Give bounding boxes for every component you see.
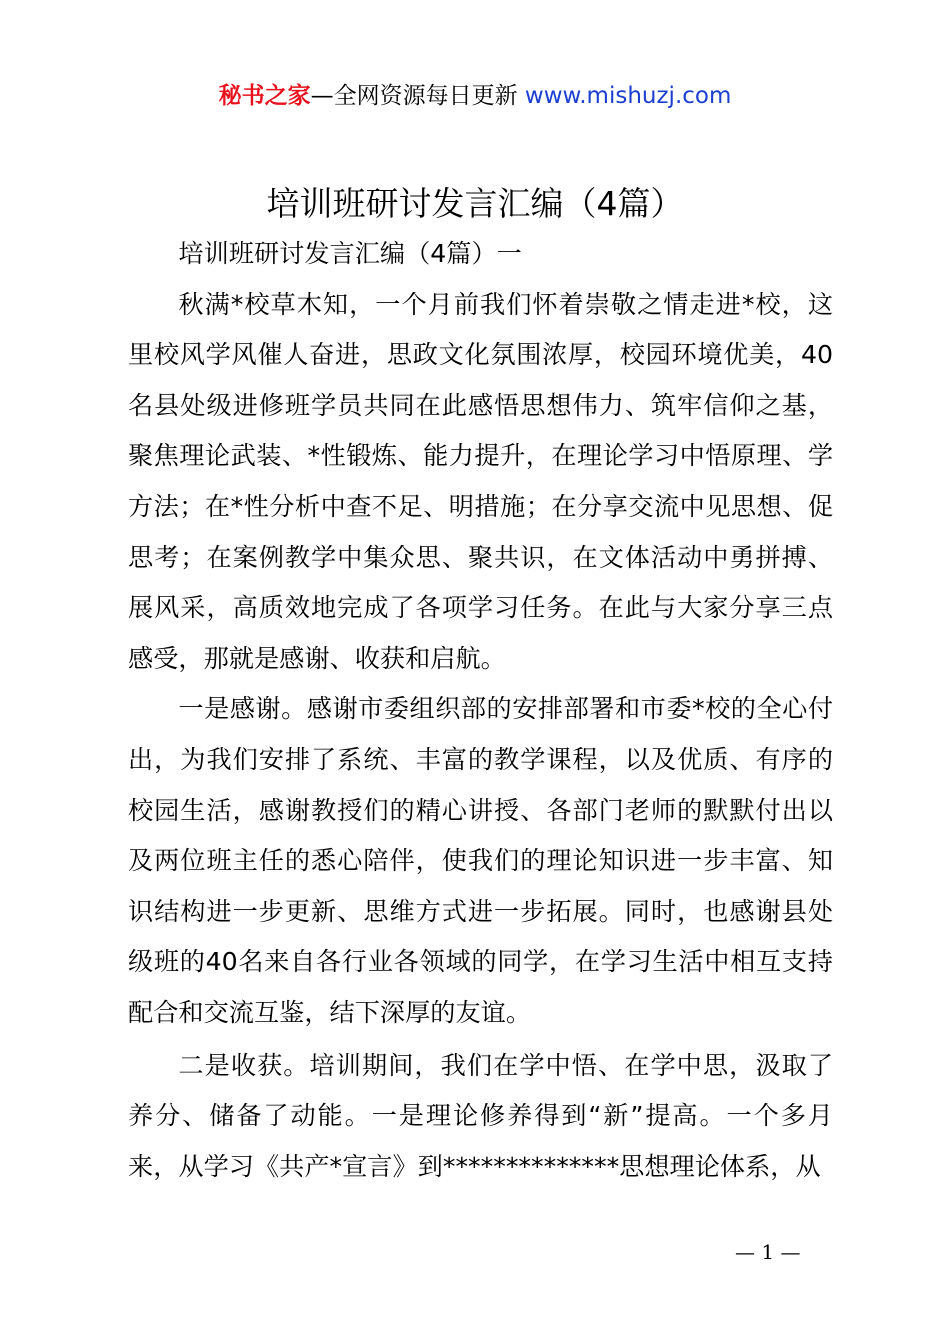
brand-name: 秘书之家 [218,83,311,109]
document-title: 培训班研讨发言汇编（4篇） [266,184,684,223]
page-number: — 1 — [735,1240,801,1264]
page-header [0,80,950,112]
paragraph-3: 二是收获。培训期间，我们在学中悟、在学中思，汲取了养分、储备了动能。一是理论修养得到“新”提高。一个多月来，从学习《共产*宣言》到**************思想理论体系，从 [128,1050,833,1181]
section-subtitle: 培训班研讨发言汇编（4篇）一 [178,239,522,268]
header-url[interactable]: www.mishuzj.com [524,83,732,109]
header-dash: — [310,83,334,109]
header-tagline: 全网资源每日更新 [333,83,518,109]
paragraph-1: 秋满*校草木知，一个月前我们怀着崇敬之情走进*校，这里校风学风催人奋进，思政文化氛围浓厚，校园环境优美，40名县处级进修班学员共同在此感悟思想伟力、筑牢信仰之基，聚焦理论武装、*性锻炼、能力提升，在理论学习中悟原理、学方法；在*性分析中查不足、明措施；在分享交流中见思想、促思考；在案例教学中集众思、聚共识，在文体活动中勇拼搏、展风采，高质效地完成了各项学习任务。在此与大家分享三点感受，那就是感谢、收获和启航。 [128,289,833,673]
paragraph-2: 一是感谢。感谢市委组织部的安排部署和市委*校的全心付出，为我们安排了系统、丰富的教学课程，以及优质、有序的校园生活，感谢教授们的精心讲授、各部门老师的默默付出以及两位班主任的悉心陪伴，使我们的理论知识进一步丰富、知识结构进一步更新、思维方式进一步拓展。同时，也感谢县处级班的40名来自各行业各领域的同学，在学习生活中相互支持配合和交流互鉴，结下深厚的友谊。 [128,694,833,1027]
document-body [128,229,833,1192]
